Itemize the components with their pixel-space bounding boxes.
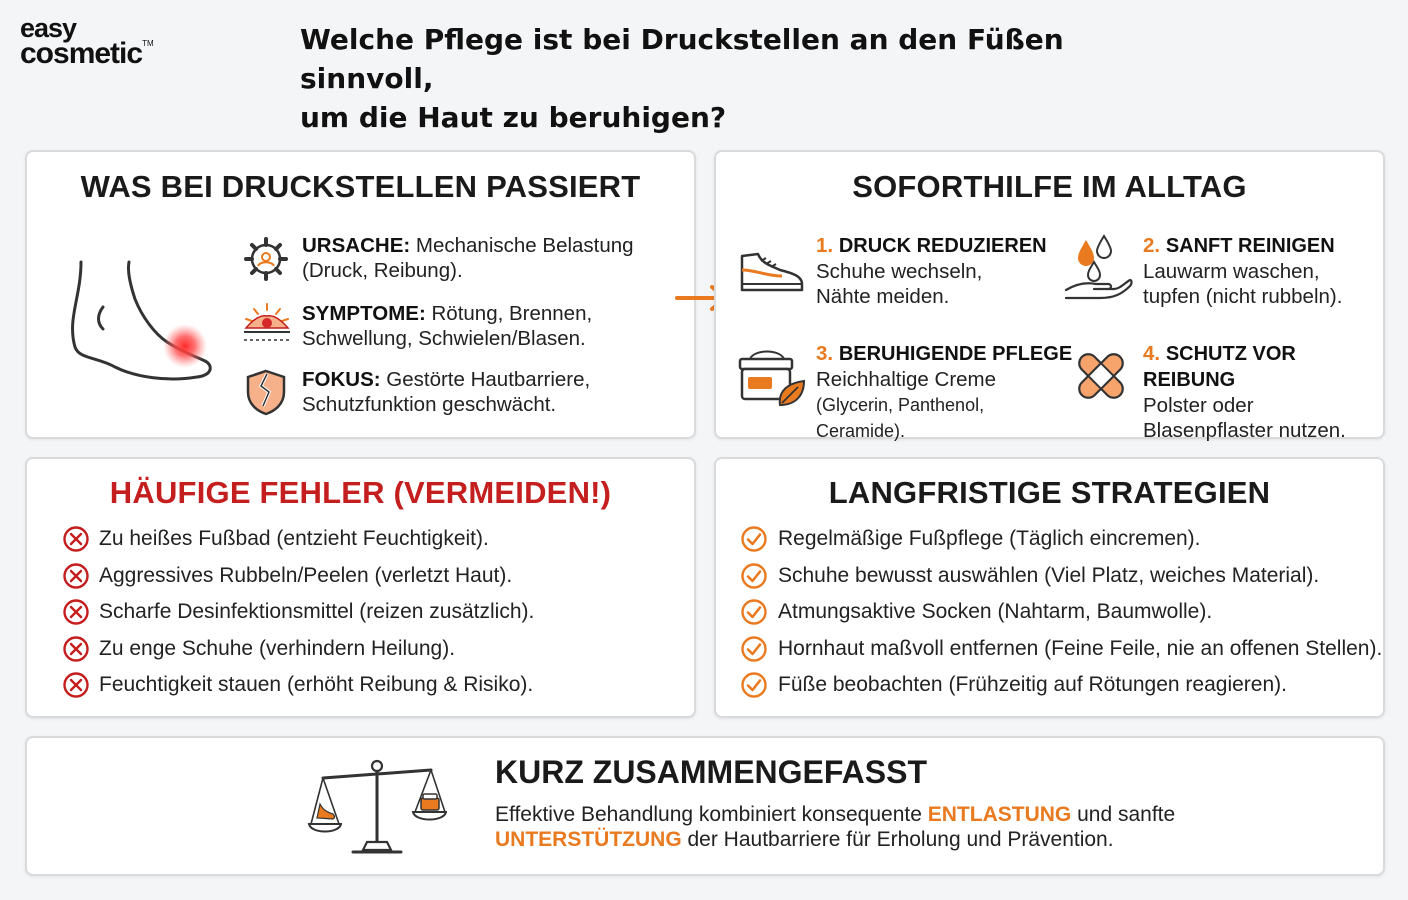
step-1-line-2: Nähte meiden. <box>816 285 950 308</box>
check-circle-icon <box>740 671 768 699</box>
x-circle-icon <box>62 635 90 663</box>
summary-title: KURZ ZUSAMMENGEFASST <box>495 754 927 790</box>
summary-text <box>495 802 1345 852</box>
x-circle-icon <box>62 525 90 553</box>
step-2-title: SANFT REINIGEN <box>1165 235 1335 257</box>
broken-shield-icon <box>243 368 289 416</box>
shoe-icon <box>736 240 806 296</box>
focus-line-1: Gestörte Hautbarriere, <box>386 368 591 391</box>
step-3-line-1: Reichhaltige Creme <box>816 368 997 391</box>
summary-part-1: Effektive Behandlung kombiniert konsequente <box>495 803 928 826</box>
focus-line-2: Schutzfunktion geschwächt. <box>302 393 557 416</box>
step-3-number: 3. <box>816 342 834 365</box>
step-3-line-2: (Glycerin, Panthenol, Ceramide). <box>816 395 985 441</box>
check-circle-icon <box>740 525 768 553</box>
page-title <box>300 20 1200 137</box>
summary-highlight-support: UNTERSTÜTZUNG <box>495 828 682 851</box>
scale-icon <box>307 756 447 860</box>
gear-icon <box>242 235 290 283</box>
step-1 <box>816 233 1056 309</box>
list-item: Hornhaut maßvoll entfernen (Feine Feile, nie an offenen Stellen). <box>778 636 1383 660</box>
inflamed-skin-icon <box>242 302 292 348</box>
symptoms-line-2: Schwellung, Schwielen/Blasen. <box>302 327 586 350</box>
panel-title: HÄUFIGE FEHLER (VERMEIDEN!) <box>109 475 612 510</box>
list-item: Atmungsaktive Socken (Nahtarm, Baumwolle). <box>778 600 1213 623</box>
bandage-icon <box>1070 345 1132 407</box>
panel-what-happens <box>25 150 696 439</box>
step-4-title: SCHUTZ VOR REIBUNG <box>1143 343 1296 391</box>
symptoms-line-1: Rötung, Brennen, <box>431 302 593 325</box>
brand-line-1: easy <box>20 13 77 43</box>
step-2-line-1: Lauwarm waschen, <box>1143 260 1320 283</box>
list-item: Regelmäßige Fußpflege (Täglich eincremen). <box>778 527 1201 550</box>
step-2-number: 2. <box>1143 234 1161 257</box>
step-4 <box>1143 341 1383 443</box>
title-line-2: um die Haut zu beruhigen? <box>300 101 727 134</box>
panel-long-term-strategies <box>714 457 1385 718</box>
x-circle-icon <box>62 598 90 626</box>
focus-label: FOKUS: <box>302 368 381 391</box>
step-4-number: 4. <box>1143 342 1161 365</box>
water-hand-icon <box>1064 234 1134 302</box>
summary-part-2: und sanfte <box>1071 803 1176 826</box>
symptoms-text <box>302 301 682 351</box>
step-2-line-2: tupfen (nicht rubbeln). <box>1143 285 1343 308</box>
trademark: TM <box>142 39 154 49</box>
brand-logo <box>20 13 154 71</box>
step-4-line-1: Polster oder <box>1143 394 1254 417</box>
check-circle-icon <box>740 562 768 590</box>
panel-immediate-help <box>714 150 1385 442</box>
panel-summary <box>25 736 1385 876</box>
list-item: Aggressives Rubbeln/Peelen (verletzt Haut). <box>99 563 513 587</box>
panel-title: LANGFRISTIGE STRATEGIEN <box>828 475 1271 510</box>
step-1-title: DRUCK REDUZIEREN <box>838 235 1047 257</box>
cause-line-2: (Druck, Reibung). <box>302 259 463 282</box>
list-item: Zu heißes Fußbad (entzieht Feuchtigkeit). <box>99 527 489 550</box>
focus-text <box>302 367 682 417</box>
foot-icon <box>67 257 217 387</box>
step-2 <box>1143 233 1383 309</box>
x-circle-icon <box>62 671 90 699</box>
step-4-line-2: Blasenpflaster nutzen. <box>1143 419 1346 442</box>
symptoms-label: SYMPTOME: <box>302 302 426 325</box>
cause-text <box>302 233 682 283</box>
list-item: Schuhe bewusst auswählen (Viel Platz, weiches Material). <box>778 563 1320 587</box>
title-line-1: Welche Pflege ist bei Druckstellen an den Füßen sinnvoll, <box>300 23 1064 95</box>
step-1-number: 1. <box>816 234 834 257</box>
check-circle-icon <box>740 598 768 626</box>
list-item: Feuchtigkeit stauen (erhöht Reibung & Risiko). <box>99 673 534 696</box>
step-3-title: BERUHIGENDE PFLEGE <box>838 343 1073 365</box>
list-item: Zu enge Schuhe (verhindern Heilung). <box>99 636 456 660</box>
panel-title: SOFORTHILFE IM ALLTAG <box>852 169 1247 204</box>
summary-highlight-relief: ENTLASTUNG <box>927 803 1072 826</box>
list-item: Scharfe Desinfektionsmittel (reizen zusätzlich). <box>99 600 535 623</box>
panel-title: WAS BEI DRUCKSTELLEN PASSIERT <box>80 169 641 204</box>
check-circle-icon <box>740 635 768 663</box>
panel-common-mistakes <box>25 457 696 718</box>
step-1-line-1: Schuhe wechseln, <box>816 260 983 283</box>
list-item: Füße beobachten (Frühzeitig auf Rötungen reagieren). <box>778 673 1287 696</box>
cream-jar-icon <box>736 345 808 411</box>
cause-line-1: Mechanische Belastung <box>415 234 634 257</box>
brand-line-2: cosmetic <box>20 37 143 71</box>
x-circle-icon <box>62 562 90 590</box>
summary-part-3: der Hautbarriere für Erholung und Prävention. <box>681 828 1114 851</box>
cause-label: URSACHE: <box>302 234 411 257</box>
step-3 <box>816 341 1076 444</box>
